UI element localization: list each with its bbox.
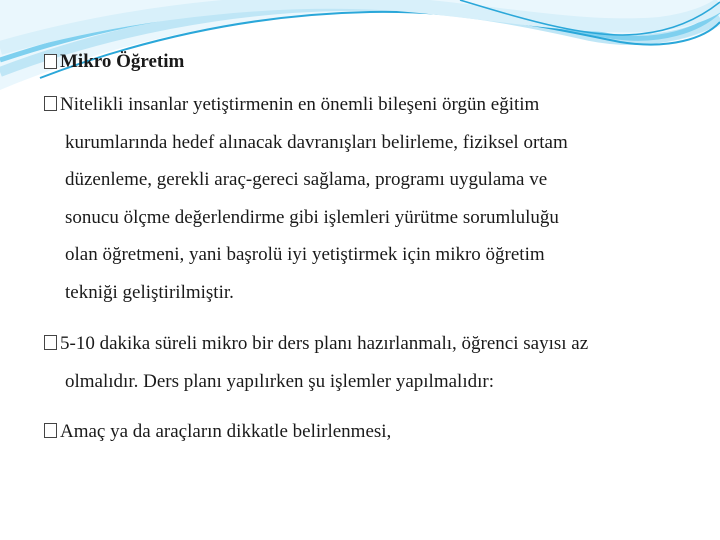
paragraph-line: sonucu ölçme değerlendirme gibi işlemleri yürütme sorumluluğu [65, 206, 559, 228]
paragraph-line: kurumlarında hedef alınacak davranışları belirleme, fiziksel ortam [65, 131, 568, 153]
paragraph-line: 5-10 dakika süreli mikro bir ders planı hazırlanmalı, öğrenci sayısı az [60, 333, 589, 354]
paragraph-line: Amaç ya da araçların dikkatle belirlenmesi, [60, 421, 392, 442]
missing-glyph-box-icon [44, 423, 57, 438]
paragraph-line: Nitelikli insanlar yetiştirmenin en önemli bileşeni örgün eğitim [60, 94, 540, 115]
bullet-paragraph [44, 325, 588, 400]
missing-glyph-box-icon [44, 54, 57, 69]
missing-glyph-box-icon [44, 335, 57, 350]
bullet-paragraph [44, 413, 391, 451]
paragraph-line: olan öğretmeni, yani başrolü iyi yetiştirmek için mikro öğretim [65, 244, 545, 266]
slide-title [44, 51, 184, 73]
bullet-paragraph [44, 86, 568, 312]
paragraph-line: olmalıdır. Ders planı yapılırken şu işlemler yapılmalıdır: [65, 370, 494, 392]
slide-title-text: Mikro Öğretim [60, 51, 185, 72]
paragraph-line: düzenleme, gerekli araç-gereci sağlama, programı uygulama ve [65, 169, 548, 191]
header-wave-decoration [0, 0, 720, 90]
paragraph-line: tekniği geliştirilmiştir. [65, 281, 234, 303]
missing-glyph-box-icon [44, 96, 57, 111]
